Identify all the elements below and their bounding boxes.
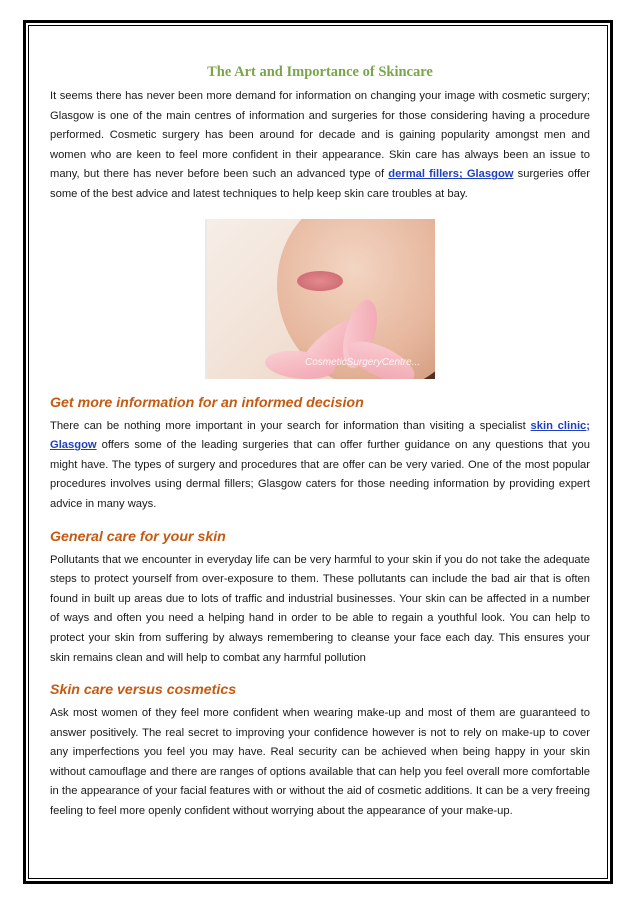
intro-text-2: surgeries offer some of the best advice and latest techniques to help keep skin care troubles at bay. <box>50 168 590 200</box>
article-body <box>50 64 590 822</box>
skincare-photo <box>205 219 435 379</box>
dermal-fillers-link[interactable]: dermal fillers; Glasgow <box>388 168 514 181</box>
article-title: The Art and Importance of Skincare <box>207 64 433 80</box>
skin-clinic-link[interactable]: skin clinic; Glasgow <box>50 419 591 452</box>
intro-paragraph <box>50 87 590 205</box>
section-heading-informed-decision: Get more information for an informed decision <box>50 394 364 411</box>
section-paragraph-informed-decision <box>50 417 590 515</box>
section1-text-2: offers some of the leading surgeries that can offer further guidance on any questions that you might have. The types of surgery and procedures that are offer can be very varied. One of the most popular procedures involves using dermal fillers; Glasgow caters for those needing information by providing expert advice in many ways. <box>50 439 590 510</box>
section-heading-general-care: General care for your skin <box>50 528 226 545</box>
photo-watermark: CosmeticSurgeryCentre... <box>305 356 421 368</box>
section-heading-skin-vs-cosmetics: Skin care versus cosmetics <box>50 682 237 699</box>
section1-text-1: There can be nothing more important in your search for information than visiting a specialist <box>50 419 531 432</box>
photo-lips <box>297 271 343 291</box>
photo-edge <box>205 219 207 379</box>
section-paragraph-skin-vs-cosmetics: Ask most women of they feel more confident when wearing make-up and most of them are guaranteed to answer positively. The real secret to improving your confidence however is not to rely on make-up to cover any imperfections you feel you may have. Real security can be achieved when being happy in your skin without camouflage and there are ranges of options available that can help you feel overall more comfortable in the appearance of your facial features with or without the aid of cosmetic additions. It can be a very freeing feeling to feel more openly confident without worrying about the appearance of your make-up. <box>50 707 590 818</box>
section-paragraph-general-care: Pollutants that we encounter in everyday life can be very harmful to your skin if you do not take the adequate steps to protect yourself from over-exposure to them. These pollutants can include the bad air that is often found in built up areas due to lots of traffic and industrial businesses. Your skin can be affected in a number of ways and often you need a helping hand in order to be able to regain a youthful look. You can help to protect your skin from suffering by always remembering to cleanse your face each day. This ensures your skin remains clean and will help to combat any harmful pollution <box>50 553 590 664</box>
intro-text-1: It seems there has never been more demand for information on changing your image with cosmetic surgery; Glasgow is one of the main centres of information and surgeries for those considering having a procedure performed. Cosmetic surgery has been around for decade and is gaining popularity amongst men and women who are keen to feel more confident in their appearance. Skin care has always been an issue to many, but there has never before been such an advanced type of <box>50 90 590 181</box>
